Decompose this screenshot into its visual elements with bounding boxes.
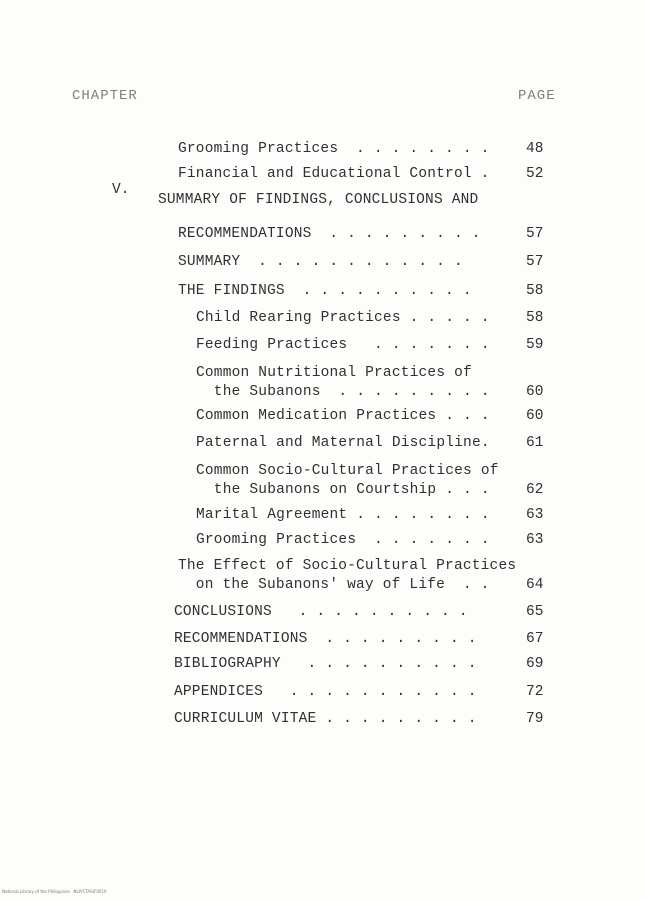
toc-entry-text: Child Rearing Practices . . . . . bbox=[196, 310, 490, 326]
toc-page-number: 57 bbox=[526, 226, 544, 242]
toc-entry-text: RECOMMENDATIONS . . . . . . . . . bbox=[174, 631, 477, 647]
toc-page-number: 69 bbox=[526, 656, 544, 672]
toc-entry-text: Grooming Practices . . . . . . . . bbox=[178, 141, 490, 157]
toc-page-number: 67 bbox=[526, 631, 544, 647]
library-footer: National Library of the Philippines NLP/CTAS/F0010 bbox=[2, 889, 107, 894]
toc-entry-text: Paternal and Maternal Discipline. bbox=[196, 435, 490, 451]
toc-page-number: 52 bbox=[526, 166, 544, 182]
toc-entry-text: SUMMARY OF FINDINGS, CONCLUSIONS AND bbox=[158, 192, 479, 208]
page-header: PAGE bbox=[518, 88, 556, 104]
toc-entry-text: Common Socio-Cultural Practices of bbox=[196, 463, 499, 479]
toc-entry-text: RECOMMENDATIONS . . . . . . . . . bbox=[178, 226, 481, 242]
chapter-header: CHAPTER bbox=[72, 88, 138, 104]
toc-entry-text: THE FINDINGS . . . . . . . . . . bbox=[178, 283, 472, 299]
toc-page-number: 48 bbox=[526, 141, 544, 157]
chapter-numeral: V. bbox=[112, 182, 130, 198]
toc-entry-text: CONCLUSIONS . . . . . . . . . . bbox=[174, 604, 468, 620]
toc-page-number: 59 bbox=[526, 337, 544, 353]
toc-page-number: 63 bbox=[526, 507, 544, 523]
toc-page-number: 57 bbox=[526, 254, 544, 270]
toc-page-number: 79 bbox=[526, 711, 544, 727]
toc-page-number: 58 bbox=[526, 283, 544, 299]
toc-entry-text: CURRICULUM VITAE . . . . . . . . . bbox=[174, 711, 477, 727]
toc-page-number: 72 bbox=[526, 684, 544, 700]
toc-entry-text: on the Subanons' way of Life . . bbox=[178, 577, 490, 593]
toc-entry-text: the Subanons . . . . . . . . . bbox=[196, 384, 490, 400]
toc-page-number: 60 bbox=[526, 384, 544, 400]
toc-page-number: 65 bbox=[526, 604, 544, 620]
toc-entry-text: Feeding Practices . . . . . . . bbox=[196, 337, 490, 353]
toc-page-number: 60 bbox=[526, 408, 544, 424]
toc-entry-text: The Effect of Socio-Cultural Practices bbox=[178, 558, 517, 574]
toc-page-number: 63 bbox=[526, 532, 544, 548]
toc-page-number: 64 bbox=[526, 577, 544, 593]
toc-entry-text: Common Nutritional Practices of bbox=[196, 365, 472, 381]
toc-page-number: 62 bbox=[526, 482, 544, 498]
toc-entry-text: SUMMARY . . . . . . . . . . . . bbox=[178, 254, 463, 270]
toc-entry-text: the Subanons on Courtship . . . bbox=[196, 482, 490, 498]
toc-entry-text: BIBLIOGRAPHY . . . . . . . . . . bbox=[174, 656, 477, 672]
toc-entry-text: Grooming Practices . . . . . . . bbox=[196, 532, 490, 548]
toc-entry-text: APPENDICES . . . . . . . . . . . bbox=[174, 684, 477, 700]
toc-page-number: 58 bbox=[526, 310, 544, 326]
toc-page-number: 61 bbox=[526, 435, 544, 451]
toc-entry-text: Common Medication Practices . . . bbox=[196, 408, 490, 424]
toc-entry-text: Marital Agreement . . . . . . . . bbox=[196, 507, 490, 523]
toc-entry-text: Financial and Educational Control . bbox=[178, 166, 490, 182]
